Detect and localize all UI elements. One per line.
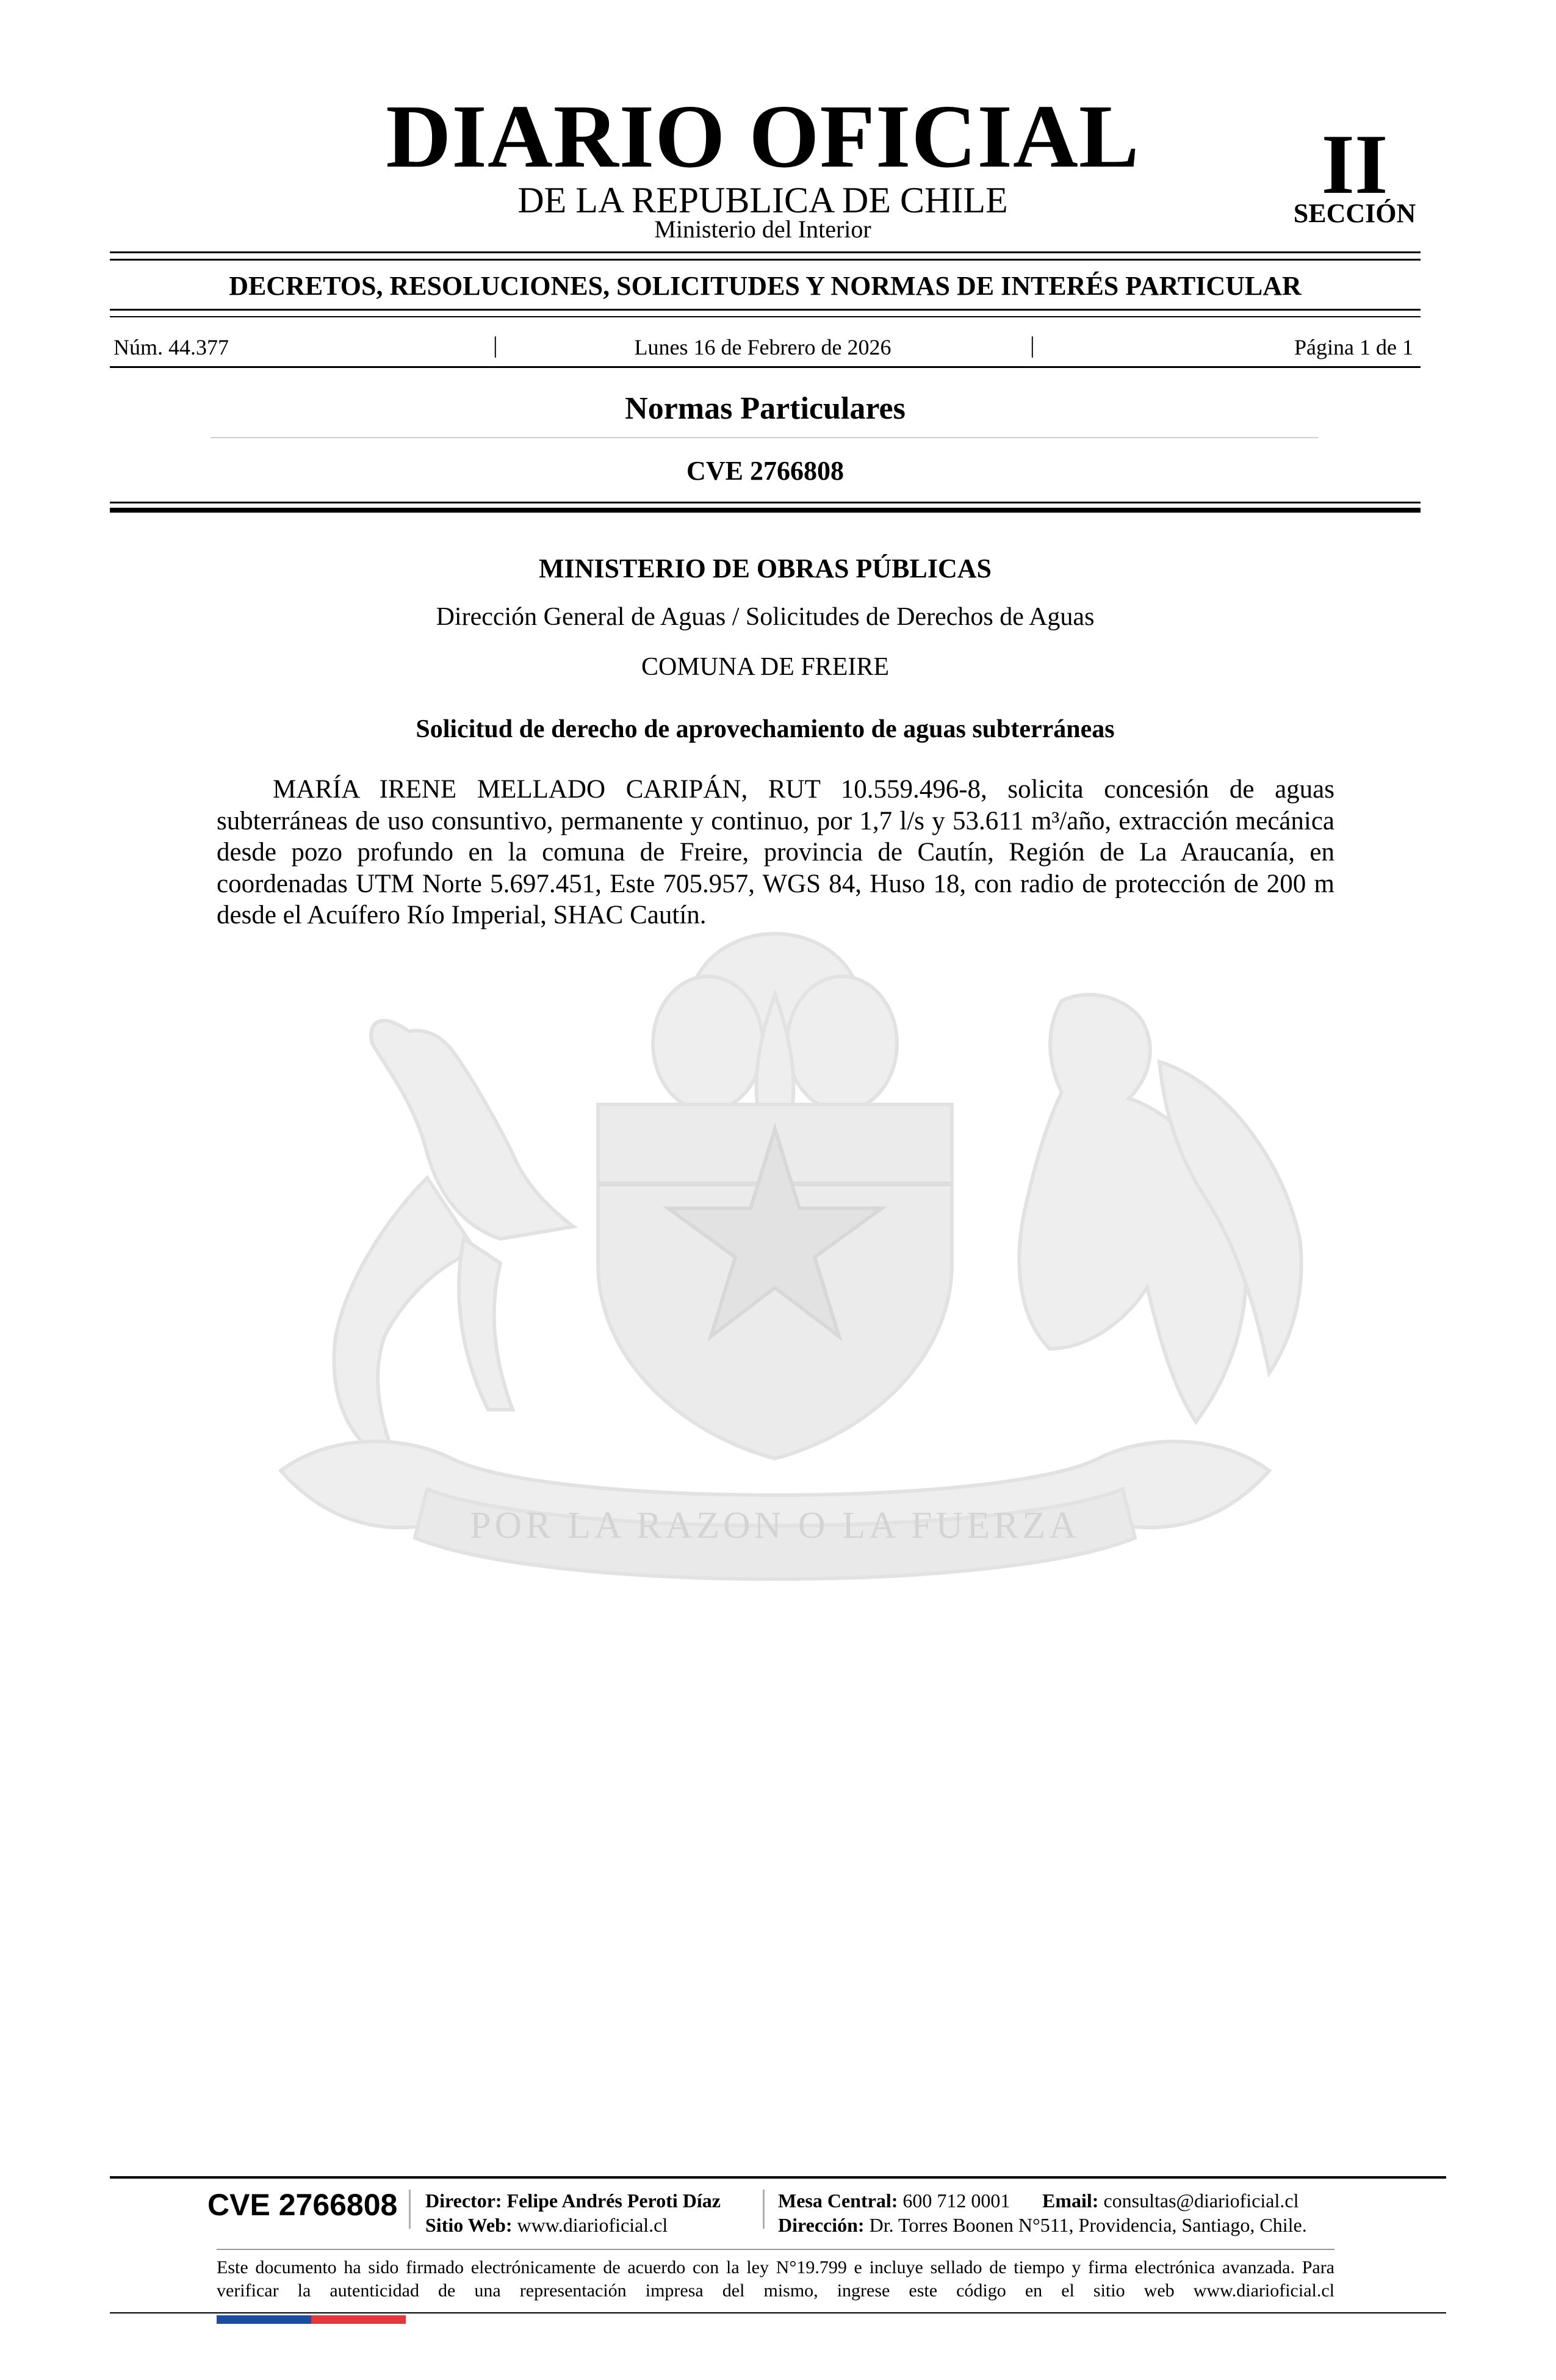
flag-stripe-blue [217, 2315, 311, 2324]
issue-separator: | [1030, 333, 1035, 358]
issue-number: Núm. 44.377 [113, 335, 229, 359]
masthead-title: DIARIO OFICIAL [386, 87, 1140, 187]
header-rule [110, 366, 1421, 368]
section-rule-thick [110, 508, 1421, 513]
flag-stripe-red [311, 2315, 406, 2324]
document-body: MARÍA IRENE MELLADO CARIPÁN, RUT 10.559.496-8, solicita concesión de aguas subterráneas de uso consuntivo, permanente y continuo, por 1,7 l/s y 53.611 m³/año, extracción mecánica desde pozo profundo en la comuna de Freire, provincia de Cautín, Región de La Araucanía, en coordenadas UTM Norte 5.697.451, Este 705.957, WGS 84, Huso 18, con radio de protección de 200 m desde el Acuífero Río Imperial, SHAC Cautín. [217, 775, 1334, 929]
footer-rule [217, 2249, 1334, 2250]
footer-phone [778, 2188, 1010, 2213]
footer-director-label: Director: [425, 2190, 502, 2212]
footer-legal-notice: Este documento ha sido firmado electrónicamente de acuerdo con la ley N°19.799 e incluye sellado de tiempo y firma electrónica avanzada. Para verificar la autenticidad de una representación impresa del mismo, ingrese este código en el sitio web www.diarioficial.cl [217, 2257, 1334, 2301]
masthead-ministry: Ministerio del Interior [654, 215, 871, 243]
footer-director [425, 2188, 721, 2213]
footer-director-name: Felipe Andrés Peroti Díaz [506, 2190, 721, 2212]
coat-of-arms-motto: POR LA RAZON O LA FUERZA [469, 1505, 1081, 1546]
section-label: SECCIÓN [1293, 198, 1416, 228]
footer-rule [110, 2312, 1446, 2313]
coat-of-arms-watermark [207, 921, 1342, 1672]
footer-address-label: Dirección: [778, 2214, 865, 2236]
section-underline [211, 437, 1318, 438]
footer-divider [763, 2190, 765, 2229]
footer-email [1042, 2188, 1298, 2213]
footer-email-address[interactable]: consultas@diarioficial.cl [1103, 2190, 1299, 2212]
document-title: Solicitud de derecho de aprovechamiento de aguas subterráneas [416, 715, 1115, 743]
category-title: DECRETOS, RESOLUCIONES, SOLICITUDES Y NORMAS DE INTERÉS PARTICULAR [229, 271, 1302, 301]
header-rule [110, 251, 1421, 253]
footer-cve: CVE 2766808 [207, 2188, 398, 2222]
document-direction: Dirección General de Aguas / Solicitudes de Derechos de Aguas [436, 603, 1095, 631]
document-commune: COMUNA DE FREIRE [641, 653, 890, 681]
page-number: Página 1 de 1 [1294, 335, 1413, 359]
footer-website [425, 2213, 668, 2237]
issue-separator: | [493, 333, 498, 358]
section-rule [110, 502, 1421, 503]
footer-phone-label: Mesa Central: [778, 2190, 898, 2212]
section-numeral: II [1321, 117, 1388, 212]
cve-code: CVE 2766808 [686, 456, 844, 486]
footer-email-label: Email: [1042, 2190, 1099, 2212]
masthead-subtitle: DE LA REPUBLICA DE CHILE [517, 180, 1008, 220]
header-rule [110, 259, 1421, 261]
header-rule [110, 309, 1421, 311]
document-ministry: MINISTERIO DE OBRAS PÚBLICAS [538, 554, 992, 583]
footer-website-link[interactable]: www.diarioficial.cl [517, 2214, 668, 2236]
section-title: Normas Particulares [625, 391, 906, 426]
issue-date: Lunes 16 de Febrero de 2026 [634, 335, 891, 359]
footer-phone-number: 600 712 0001 [902, 2190, 1010, 2212]
footer-address-value: Dr. Torres Boonen N°511, Providencia, Santiago, Chile. [869, 2214, 1307, 2236]
header-rule [110, 316, 1421, 317]
footer-website-label: Sitio Web: [425, 2214, 513, 2236]
footer-rule [110, 2176, 1446, 2179]
footer-divider [409, 2190, 411, 2229]
footer-address [778, 2213, 1307, 2237]
